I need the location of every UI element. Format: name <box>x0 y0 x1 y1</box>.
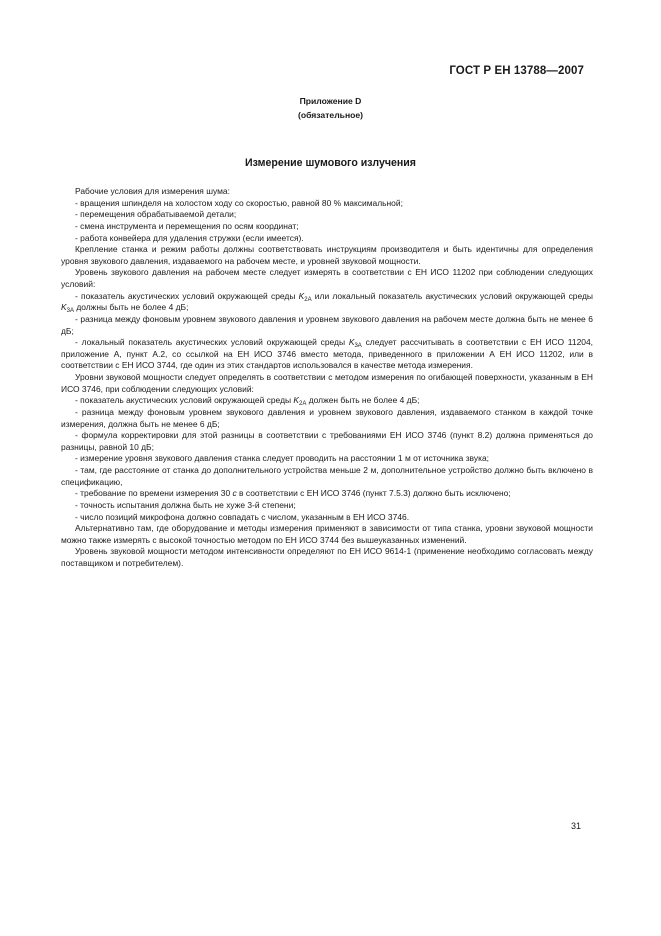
symbol <box>299 291 312 301</box>
symbol-letter: K <box>298 290 305 301</box>
paragraph <box>61 430 593 453</box>
symbol-subscript: 3A <box>66 308 74 315</box>
appendix-status: (обязательное) <box>297 110 364 120</box>
paragraph <box>61 198 593 210</box>
text-run: - измерение уровня звукового давления станка следует проводить на расстоянии 1 м от источника звука; <box>75 453 489 464</box>
paragraph <box>61 488 593 500</box>
text-run: должны быть не более 4 дБ; <box>73 302 189 313</box>
paragraph <box>61 395 593 407</box>
text-run: - там, где расстояние от станка до дополнительного устройства меньше 2 м, дополнительное устройство должно быть включено в спецификацию, <box>61 465 593 487</box>
symbol <box>61 302 74 315</box>
paragraph <box>61 407 593 430</box>
paragraph <box>61 244 593 267</box>
paragraph <box>61 233 593 245</box>
paragraph <box>61 372 593 395</box>
text-run: - перемещения обрабатываемой детали; <box>75 209 237 220</box>
page-number: 31 <box>571 821 582 831</box>
text-run: - показатель акустических условий окружающей среды <box>75 395 294 406</box>
symbol-subscript: 2A <box>304 296 312 303</box>
section-title: Измерение шумового излучения <box>245 157 416 169</box>
text-run: - локальный показатель акустических условий окружающей среды <box>75 337 349 348</box>
paragraph <box>61 209 593 221</box>
paragraph <box>61 546 593 569</box>
document-code: ГОСТ Р ЕН 13788—2007 <box>449 65 584 77</box>
paragraph <box>61 291 593 314</box>
paragraph <box>61 314 593 337</box>
italic-unit: с <box>232 488 237 499</box>
paragraph <box>61 337 593 372</box>
symbol-subscript: 2A <box>299 401 307 408</box>
symbol-letter: K <box>61 302 67 313</box>
symbol-letter: K <box>348 337 355 348</box>
text-run: следует рассчитывать в соответствии с ЕН ИСО 11204, приложение А, пункт А.2, со ссылкой на ЕН ИСО 3746 вместо метода, приведенного в приложении А ЕН ИСО 11202, или в соответствии с ЕН ИСО 3744, где один из этих стандартов использовался в качестве метода измерения. <box>61 337 593 371</box>
text-run: - показатель акустических условий окружающей среды <box>75 290 299 301</box>
document-body <box>61 186 593 570</box>
symbol <box>348 337 362 350</box>
text-run: Уровень звукового давления на рабочем месте следует измерять в соответствии с ЕН ИСО 11202 при соблюдении следующих условий: <box>61 267 593 289</box>
text-run: Альтернативно там, где оборудование и методы измерения применяют в зависимости от типа станка, уровни звуковой мощности можно также измерять с высокой точностью методом по ЕН ИСО 3744 без вышеуказанных изменений. <box>61 523 593 545</box>
paragraph <box>61 465 593 488</box>
paragraph <box>61 512 593 524</box>
paragraph <box>61 267 593 290</box>
symbol-subscript: 3A <box>354 343 362 350</box>
text-run: в соответствии с ЕН ИСО 3746 (пункт 7.5.3) должно быть исключено; <box>236 488 511 499</box>
text-run: Рабочие условия для измерения шума: <box>75 186 230 196</box>
appendix-heading <box>0 94 661 122</box>
paragraph <box>61 186 593 198</box>
text-run: - вращения шпинделя на холостом ходу со скоростью, равной 80 % максимальной; <box>75 197 403 208</box>
text-run: - формула корректировки для этой разницы в соответствии с требованиями ЕН ИСО 3746 (пункт 8.2) должна применяться до разницы, равной 10 дБ; <box>61 430 593 452</box>
text-run: Уровень звуковой мощности методом интенсивности определяют по ЕН ИСО 9614-1 (применение необходимо согласовать между поставщиком и потребителем). <box>61 546 593 568</box>
text-run: Крепление станка и режим работы должны соответствовать инструкциям производителя и быть идентичны для определения уровня звукового давления, издаваемого на рабочем месте, и уровней звуковой мощности. <box>61 244 593 266</box>
paragraph <box>61 221 593 233</box>
text-run: - смена инструмента и перемещения по осям координат; <box>75 220 299 231</box>
appendix-title: Приложение D <box>299 96 362 106</box>
paragraph <box>61 453 593 465</box>
text-run: Уровни звуковой мощности следует определять в соответствии с методом измерения по огибающей поверхности, указанным в ЕН ИСО 3746, при соблюдении следующих условий: <box>61 372 593 394</box>
text-run: - точность испытания должна быть не хуже 3-й степени; <box>75 499 296 510</box>
paragraph <box>61 500 593 512</box>
text-run: - требование по времени измерения 30 <box>75 488 233 499</box>
symbol <box>293 395 307 408</box>
text-run: или локальный показатель акустических условий окружающей среды <box>311 290 593 301</box>
text-run: - число позиций микрофона должно совпадать с числом, указанным в ЕН ИСО 3746. <box>75 511 410 522</box>
text-run: - разница между фоновым уровнем звукового давления и уровнем звукового давления на рабочем месте должна быть не менее 6 дБ; <box>61 313 593 336</box>
symbol-letter: K <box>293 395 300 406</box>
text-run: должен быть не более 4 дБ; <box>306 395 420 406</box>
text-run: - разница между фоновым уровнем звукового давления и уровнем звукового давления, издаваемого станком в каждой точке измерения, должна быть не менее 6 дБ; <box>61 406 593 429</box>
paragraph <box>61 523 593 546</box>
text-run: - работа конвейера для удаления стружки (если имеется). <box>75 232 304 243</box>
